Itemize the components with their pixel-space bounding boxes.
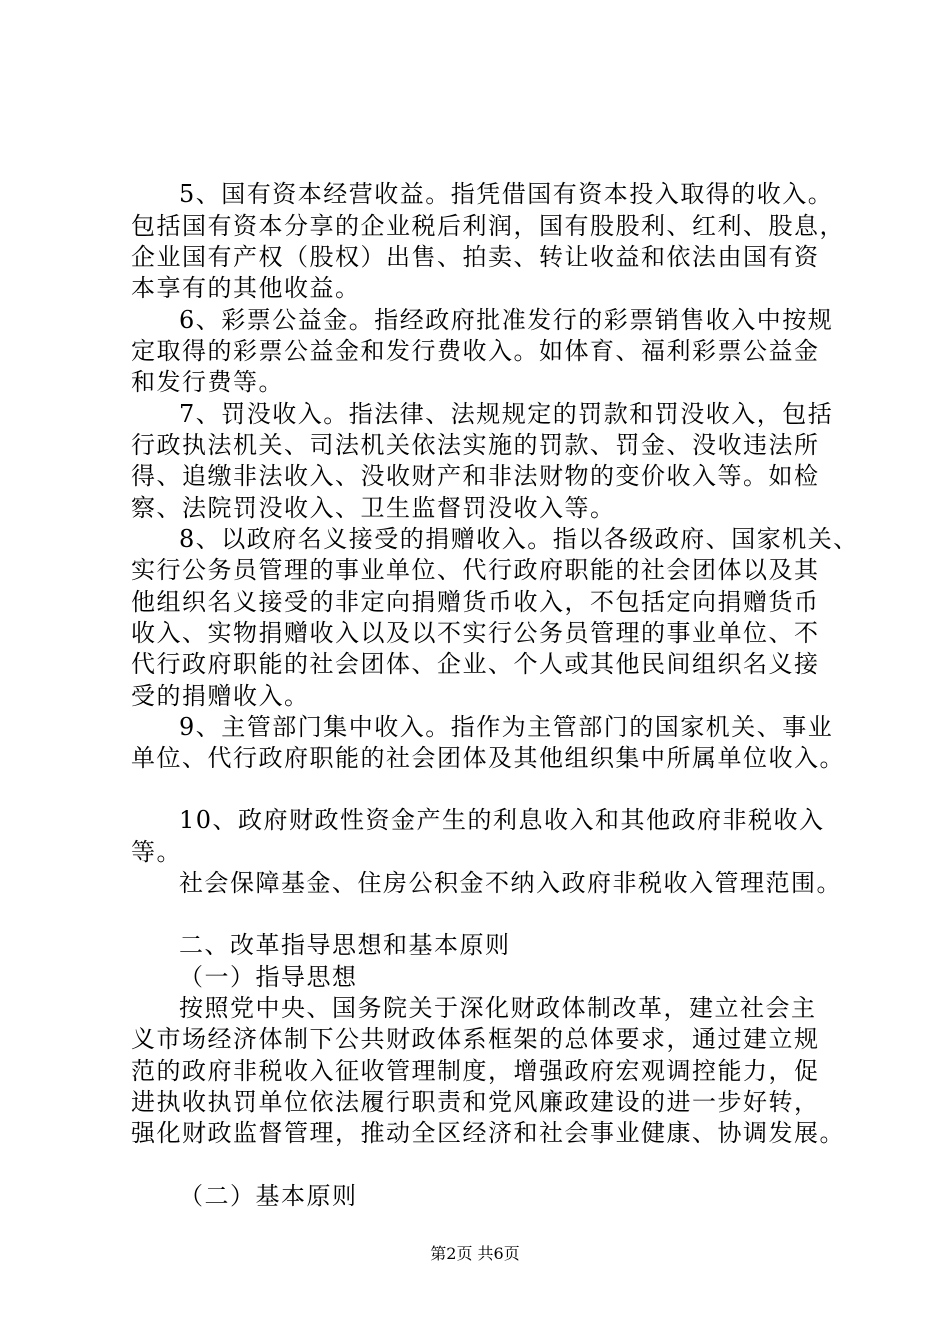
paragraph-line: 包括国有资本分享的企业税后利润，国有股股利、红利、股息，: [131, 212, 845, 240]
paragraph-line: 范的政府非税收入征收管理制度，增强政府宏观调控能力，促: [131, 1057, 820, 1085]
paragraph-line: 强化财政监督管理，推动全区经济和社会事业健康、协调发展。: [131, 1119, 845, 1147]
paragraph-line: 等。: [131, 838, 182, 866]
paragraph-line: 6、彩票公益金。指经政府批准发行的彩票销售收入中按规: [179, 306, 834, 334]
subsection-heading: （一）指导思想: [179, 963, 358, 991]
paragraph-line: 10、政府财政性资金产生的利息收入和其他政府非税收入: [179, 806, 825, 834]
paragraph-line: 代行政府职能的社会团体、企业、个人或其他民间组织名义接: [131, 650, 820, 678]
paragraph-line: 受的捐赠收入。: [131, 682, 310, 710]
paragraph-line: 8、以政府名义接受的捐赠收入。指以各级政府、国家机关、: [179, 525, 859, 553]
paragraph-line: 9、主管部门集中收入。指作为主管部门的国家机关、事业: [179, 713, 834, 741]
paragraph-line: 5、国有资本经营收益。指凭借国有资本投入取得的收入。: [179, 180, 834, 208]
paragraph-line: 收入、实物捐赠收入以及以不实行公务员管理的事业单位、不: [131, 619, 820, 647]
paragraph-line: 他组织名义接受的非定向捐赠货币收入，不包括定向捐赠货币: [131, 588, 820, 616]
page-number-footer: 第2页 共6页: [430, 1244, 520, 1263]
paragraph-line: 单位、代行政府职能的社会团体及其他组织集中所属单位收入。: [131, 744, 845, 772]
paragraph-line: 察、法院罚没收入、卫生监督罚没收入等。: [131, 494, 616, 522]
paragraph-line: 实行公务员管理的事业单位、代行政府职能的社会团体以及其: [131, 556, 820, 584]
paragraph-line: 7、罚没收入。指法律、法规规定的罚款和罚没收入，包括: [179, 400, 834, 428]
paragraph-line: 义市场经济体制下公共财政体系框架的总体要求，通过建立规: [131, 1025, 820, 1053]
paragraph-line: 行政执法机关、司法机关依法实施的罚款、罚金、没收违法所: [131, 431, 820, 459]
paragraph-line: 得、追缴非法收入、没收财产和非法财物的变价收入等。如检: [131, 462, 820, 490]
paragraph-line: 进执收执罚单位依法履行职责和党风廉政建设的进一步好转，: [131, 1088, 820, 1116]
section-heading: 二、改革指导思想和基本原则: [179, 931, 511, 959]
paragraph-line: 企业国有产权（股权）出售、拍卖、转让收益和依法由国有资: [131, 243, 820, 271]
paragraph-line: 按照党中央、国务院关于深化财政体制改革，建立社会主: [179, 994, 817, 1022]
paragraph-line: 本享有的其他收益。: [131, 274, 361, 302]
subsection-heading: （二）基本原则: [179, 1182, 358, 1210]
paragraph-line: 定取得的彩票公益金和发行费收入。如体育、福利彩票公益金: [131, 337, 820, 365]
paragraph-line: 和发行费等。: [131, 368, 284, 396]
paragraph-line: 社会保障基金、住房公积金不纳入政府非税收入管理范围。: [179, 869, 842, 897]
